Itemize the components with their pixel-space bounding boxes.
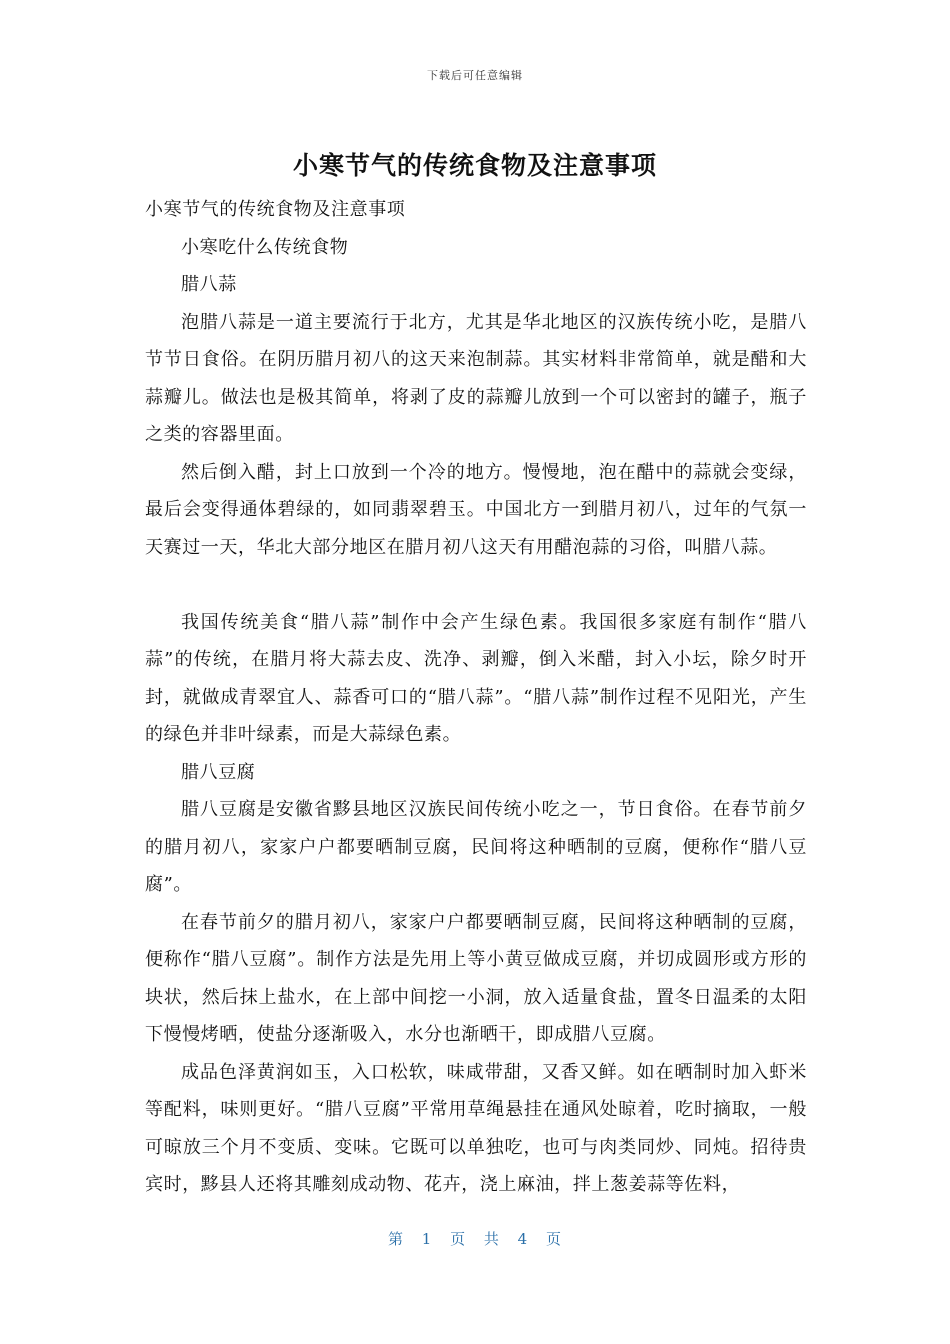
subsection-heading: 腊八豆腐 (181, 761, 256, 783)
document-title: 小寒节气的传统食物及注意事项 (292, 151, 657, 180)
page-number: 第 1 页 共 4 页 (388, 1230, 562, 1248)
document-body (145, 191, 807, 1204)
subsection-heading: 腊八蒜 (181, 274, 237, 295)
body-paragraph: 腊八豆腐是安徽省黟县地区汉族民间传统小吃之一，节日食俗。在春节前夕的腊月初八，家家户户都要晒制豆腐，民间将这种晒制的豆腐，便称作“腊八豆腐”。 (145, 799, 807, 895)
body-paragraph: 我国传统美食“腊八蒜”制作中会产生绿色素。我国很多家庭有制作“腊八蒜”的传统，在腊月将大蒜去皮、洗净、剥瓣，倒入米醋，封入小坛，除夕时开封，就做成青翠宜人、蒜香可口的“腊八蒜”。“腊八蒜”制作过程不见阳光，产生的绿色并非叶绿素，而是大蒜绿色素。 (145, 611, 807, 745)
body-paragraph: 成品色泽黄润如玉，入口松软，味咸带甜，又香又鲜。如在晒制时加入虾米等配料，味则更好。“腊八豆腐”平常用草绳悬挂在通风处晾着，吃时摘取，一般可晾放三个月不变质、变味。它既可以单独吃，也可与肉类同炒、同炖。招待贵宾时，黟县人还将其雕刻成动物、花卉，浇上麻油，拌上葱姜蒜等佐料， (145, 1061, 807, 1195)
body-paragraph: 泡腊八蒜是一道主要流行于北方，尤其是华北地区的汉族传统小吃，是腊八节节日食俗。在阴历腊月初八的这天来泡制蒜。其实材料非常简单，就是醋和大蒜瓣儿。做法也是极其简单，将剥了皮的蒜瓣儿放到一个可以密封的罐子，瓶子之类的容器里面。 (145, 311, 807, 445)
body-paragraph: 然后倒入醋，封上口放到一个冷的地方。慢慢地，泡在醋中的蒜就会变绿，最后会变得通体碧绿的，如同翡翠碧玉。中国北方一到腊月初八，过年的气氛一天赛过一天，华北大部分地区在腊月初八这天有用醋泡蒜的习俗，叫腊八蒜。 (145, 461, 807, 558)
section-heading: 小寒吃什么传统食物 (181, 236, 349, 258)
header-note: 下载后可任意编辑 (427, 69, 523, 82)
body-paragraph: 在春节前夕的腊月初八，家家户户都要晒制豆腐，民间将这种晒制的豆腐，便称作“腊八豆腐”。制作方法是先用上等小黄豆做成豆腐，并切成圆形或方形的块状，然后抹上盐水，在上部中间挖一小洞，放入适量食盐，置冬日温柔的太阳下慢慢烤晒，使盐分逐渐吸入，水分也渐晒干，即成腊八豆腐。 (145, 911, 807, 1045)
subtitle-paragraph: 小寒节气的传统食物及注意事项 (145, 199, 406, 220)
